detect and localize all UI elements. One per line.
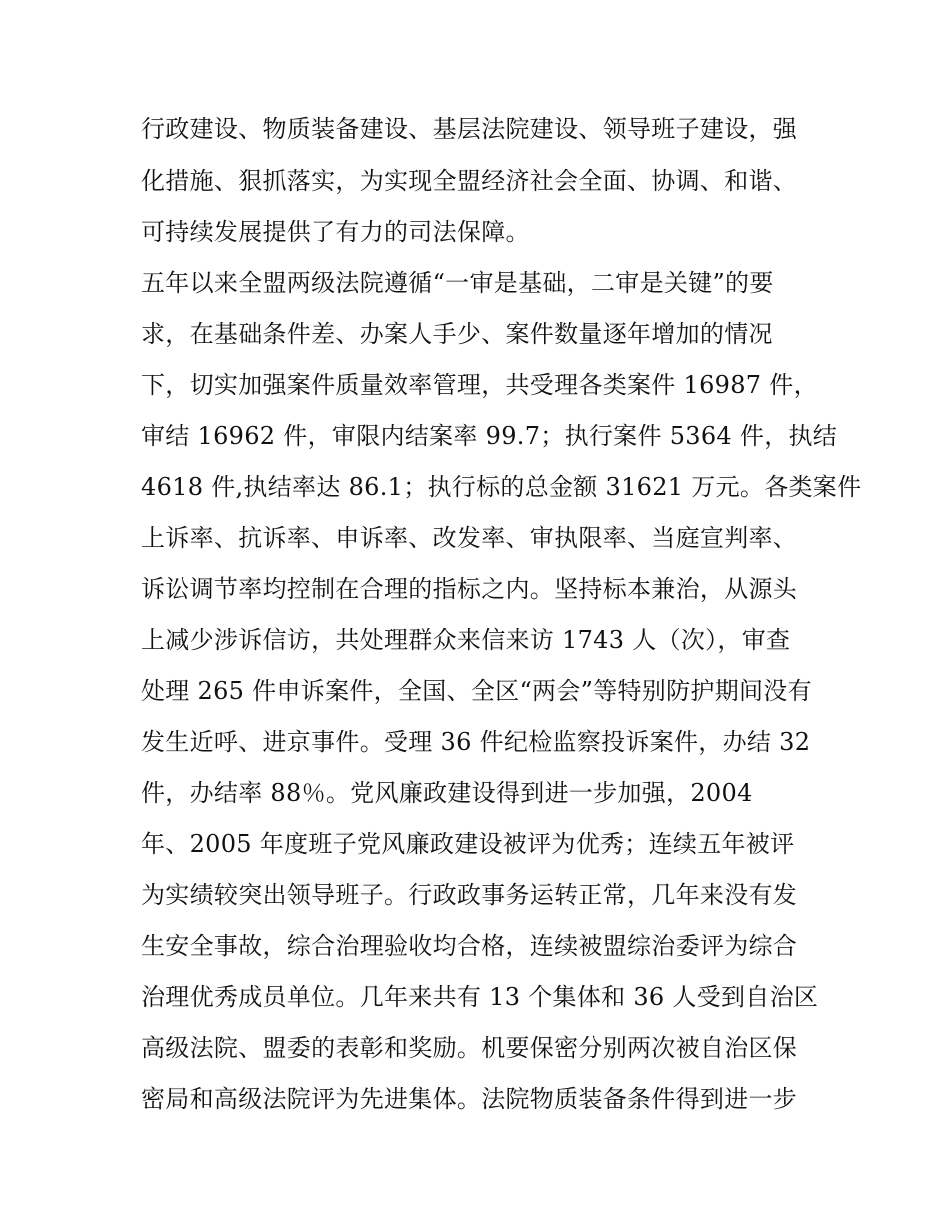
text-line: 上诉率、抗诉率、申诉率、改发率、审执限率、当庭宣判率、	[141, 524, 798, 552]
text-line: 求，在基础条件差、办案人手少、案件数量逐年增加的情况	[141, 320, 773, 348]
text-line: 4618 件,执结率达 86.1；执行标的总金额 31621 万元。各类案件	[141, 473, 862, 501]
text-line: 下，切实加强案件质量效率管理，共受理各类案件 16987 件，	[141, 371, 818, 399]
text-line: 处理 265 件申诉案件，全国、全区“两会”等特别防护期间没有	[141, 677, 812, 705]
text-line: 年、2005 年度班子党风廉政建设被评为优秀；连续五年被评	[141, 830, 795, 858]
text-line: 上减少涉诉信访，共处理群众来信来访 1743 人（次），审查	[141, 626, 791, 654]
text-line: 行政建设、物质装备建设、基层法院建设、领导班子建设，强	[141, 115, 798, 143]
text-line: 治理优秀成员单位。几年来共有 13 个集体和 36 人受到自治区	[141, 983, 819, 1011]
text-line: 为实绩较突出领导班子。行政政事务运转正常，几年来没有发	[141, 881, 798, 909]
text-line: 高级法院、盟委的表彰和奖励。机要保密分别两次被自治区保	[141, 1034, 798, 1062]
text-line: 化措施、狠抓落实，为实现全盟经济社会全面、协调、和谐、	[141, 167, 798, 195]
text-line: 生安全事故，综合治理验收均合格，连续被盟综治委评为综合	[141, 932, 798, 960]
text-line: 发生近呼、进京事件。受理 36 件纪检监察投诉案件，办结 32	[141, 728, 811, 756]
text-line: 密局和高级法院评为先进集体。法院物质装备条件得到进一步	[141, 1085, 798, 1113]
text-line: 审结 16962 件，审限内结案率 99.7；执行案件 5364 件，执结	[141, 422, 838, 450]
text-line: 件，办结率 88％。党风廉政建设得到进一步加强，2004	[141, 779, 753, 807]
text-line: 诉讼调节率均控制在合理的指标之内。坚持标本兼治，从源头	[141, 575, 798, 603]
text-line: 五年以来全盟两级法院遵循“一审是基础，二审是关键”的要	[141, 269, 774, 297]
text-line: 可持续发展提供了有力的司法保障。	[141, 218, 530, 246]
